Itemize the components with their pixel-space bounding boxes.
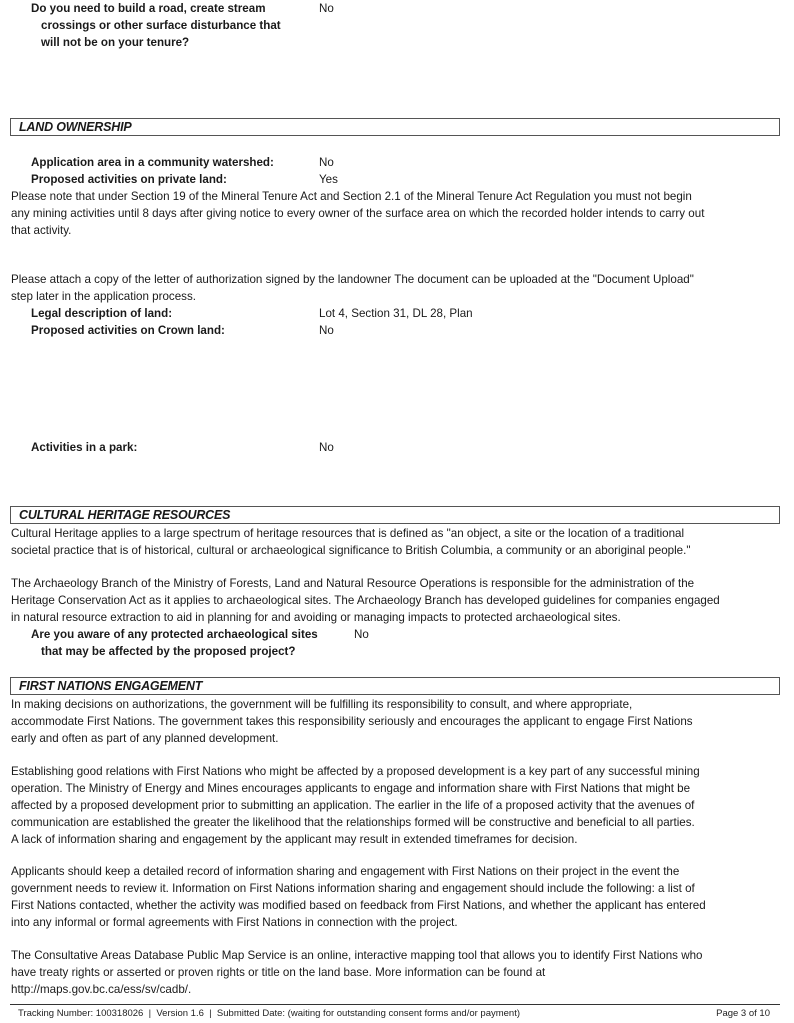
first-nations-para-2: Establishing good relations with First Nations who might be affected by a proposed development is a key part of any successful mining operation. The Ministry of Energy and Mines encourages applicants to engage and information share with First Nations that might be affected by a proposed development prior to submitting an application. The earlier in the life of a proposed activity that the avenues of communication are established the greater the likelihood that the relationships formed will be constructive and beneficial to all parties. A lack of information sharing and engagement by the applicant may result in extended timeframes for decision.: [11, 765, 700, 846]
first-nations-para-4: The Consultative Areas Database Public Map Service is an online, interactive mapping tool that allows you to identify First Nations who have treaty rights or asserted or proven rights or title on the land base. More information can be found at http://maps.gov.bc.ca/ess/sv/cadb/.: [11, 947, 786, 998]
field-crown-land: [31, 322, 771, 339]
field-value: No: [319, 441, 334, 454]
field-park: [31, 439, 771, 456]
field-label: Activities in a park:: [31, 441, 138, 454]
first-nations-para-1: In making decisions on authorizations, the government will be fulfilling its responsibility to consult, and where appropriate, accommodate First Nations. The government takes this responsibility seriously and encourages the applicant to engage First Nations early and often as part of any planned development.: [11, 698, 693, 745]
section-header-cultural-heritage: CULTURAL HERITAGE RESOURCES: [10, 506, 780, 524]
page-footer: [18, 1008, 770, 1020]
section-header-land-ownership: LAND OWNERSHIP: [10, 118, 780, 136]
attach-letter-instructions: Please attach a copy of the letter of authorization signed by the landowner The document can be uploaded at the "Document Upload" step later in the application process.: [11, 273, 694, 303]
first-nations-para-3: Applicants should keep a detailed record of information sharing and engagement with First Nations on their project in the event the government needs to review it. Information on First Nations information sharing and engagement should include the following: a list of First Nations contacted, whether the activity was modified based on feedback from First Nations, and whether the applicant has entered into any informal or formal agreements with First Nations in connection with the project.: [11, 865, 706, 929]
field-label: Legal description of land:: [31, 307, 173, 320]
field-value: Yes: [319, 173, 338, 186]
private-land-notice: Please note that under Section 19 of the Mineral Tenure Act and Section 2.1 of the Mineral Tenure Act Regulation you must not begin any mining activities until 8 days after giving notice to every owner of the surface area on which the recorded holder intends to carry out that activity.: [11, 190, 705, 237]
road-question: [31, 0, 771, 51]
field-label: Application area in a community watershed:: [31, 156, 274, 169]
archaeological-sites-label: Are you aware of any protected archaeological sites that may be affected by the proposed project?: [31, 628, 318, 658]
road-question-value: No: [319, 2, 334, 15]
footer-tracking-info: Tracking Number: 100318026 | Version 1.6 | Submitted Date: (waiting for outstanding consent forms and/or payment): [18, 1008, 521, 1019]
cadb-link[interactable]: http://maps.gov.bc.ca/ess/sv/cadb/.: [11, 983, 192, 996]
section-header-first-nations: FIRST NATIONS ENGAGEMENT: [10, 677, 780, 695]
field-private-land: [31, 171, 771, 188]
field-label: Proposed activities on private land:: [31, 173, 227, 186]
field-value: No: [319, 324, 334, 337]
archaeological-sites-value: No: [354, 628, 369, 641]
field-value: No: [319, 156, 334, 169]
footer-page-number: Page 3 of 10: [716, 1008, 770, 1019]
archaeological-sites-question: [31, 626, 771, 660]
road-question-label: Do you need to build a road, create stream crossings or other surface disturbance that will not be on your tenure?: [31, 2, 281, 49]
footer-divider: [10, 1004, 780, 1005]
archaeology-branch-info: The Archaeology Branch of the Ministry of Forests, Land and Natural Resource Operations is responsible for the administration of the Heritage Conservation Act as it applies to archaeological sites. The Archaeology Branch has developed guidelines for companies engaged in natural resource extraction to aid in planning for and avoiding or managing impacts to protected archaeological sites.: [11, 577, 720, 624]
field-value: Lot 4, Section 31, DL 28, Plan: [319, 307, 473, 320]
field-legal-description: [31, 305, 771, 322]
field-watershed: [31, 154, 771, 171]
field-label: Proposed activities on Crown land:: [31, 324, 225, 337]
cultural-heritage-definition: Cultural Heritage applies to a large spectrum of heritage resources that is defined as "an object, a site or the location of a traditional societal practice that is of historical, cultural or archaeological significance to British Columbia, a community or an aboriginal people.": [11, 527, 691, 557]
